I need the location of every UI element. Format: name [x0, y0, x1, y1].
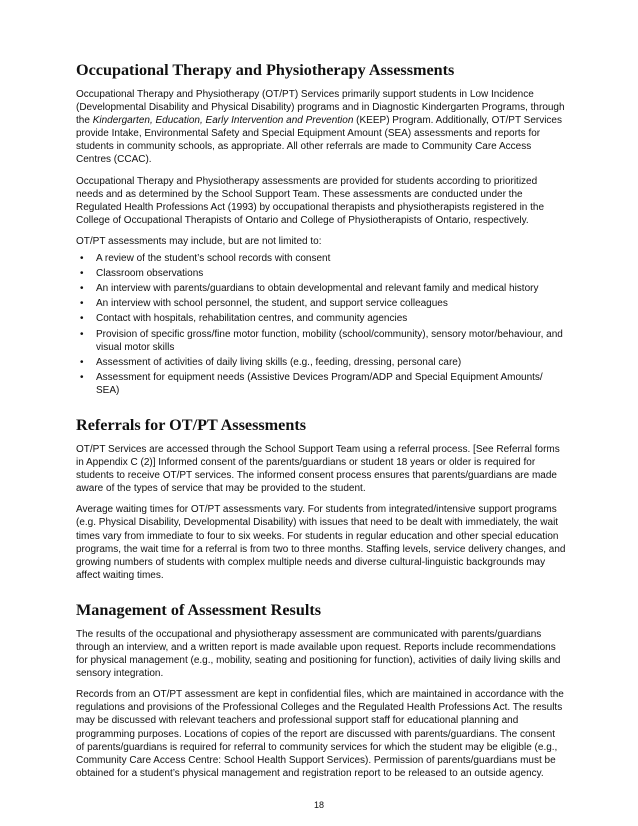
list-intro: OT/PT assessments may include, but are not limited to:	[76, 235, 322, 247]
list-item: • Assessment of activities of daily living skills (e.g., feeding, dressing, personal care)	[76, 356, 566, 369]
list-item: • An interview with parents/guardians to obtain developmental and relevant family and medical history	[76, 282, 566, 295]
list-item: • Classroom observations	[76, 267, 566, 280]
referral-process-paragraph: OT/PT Services are accessed through the School Support Team using a referral process. [See Referral forms in Appendix C (2)] Informed consent of the parents/guardians or student 18 years or older is required for students to receive OT/PT services. The informed consent process ensures that parents/guardians are made aware of the types of service that may be provided to the student.	[76, 443, 560, 495]
section-heading-referrals: Referrals for OT/PT Assessments	[76, 415, 307, 434]
records-paragraph: Records from an OT/PT assessment are kept in confidential files, which are maintained in accordance with the regulations and provisions of the Professional Colleges and the Regulated Health Professions Act. The results may be discussed with relevant teachers and professional support staff for educational planning and programming purposes. Locations of copies of the report are discussed with parents/guardians. The consent of parents/guardians is required for referral to community services for which the student may be eligible (e.g., Community Care Access Centre: School Health Support Services). Permission of parents/guardians must be obtained for a student’s physical management and registration report to be released to an outside agency.	[76, 689, 564, 779]
assessment-components-list	[76, 252, 566, 397]
list-item: • A review of the student’s school records with consent	[76, 252, 566, 265]
assessment-provision-paragraph: Occupational Therapy and Physiotherapy assessments are provided for students according to prioritized needs and as determined by the School Support Team. These assessments are conducted under the Regulated Health Professions Act (1993) by occupational therapists and physiotherapists registered in the College of Occupational Therapists of Ontario and College of Physiotherapists of Ontario, respectively.	[76, 175, 545, 226]
intro-text-part-2: (KEEP) Program. Additionally, OT/PT Services provide Intake, Environmental Safety and Special Equipment Amount (SEA) assessments and reports for students in community schools, as appropriate. All other referrals are made to Community Care Access Centres (CCAC).	[76, 115, 562, 166]
intro-text-part-1: Occupational Therapy and Physiotherapy (OT/PT) Services primarily support students in Low Incidence (Developmental Disability and Physical Disability) programs and in Diagnostic Kindergarten Programs, through the	[76, 89, 565, 127]
list-item: • Provision of specific gross/fine motor function, mobility (school/community), sensory motor/behaviour, and visual motor skills	[76, 328, 566, 354]
list-item: • Assessment for equipment needs (Assistive Devices Program/ADP and Special Equipment Amounts/ SEA)	[76, 371, 566, 397]
section-heading-ot-pt-assessments: Occupational Therapy and Physiotherapy Assessments	[76, 61, 455, 79]
waiting-times-paragraph: Average waiting times for OT/PT assessments vary. For students from integrated/intensive support programs (e.g. Physical Disability, Developmental Disability) with issues that need to be dealt with immediately, the wait times vary from immediate to four to six weeks. For students in regular education and other special education programs, the wait time for a referral is from two to three months. Staffing levels, service delivery changes, and growing numbers of students with complex multiple needs and diverse cultural-linguistic backgrounds may affect waiting times.	[76, 504, 566, 581]
list-item: • Contact with hospitals, rehabilitation centres, and community agencies	[76, 312, 566, 325]
section-heading-management: Management of Assessment Results	[76, 600, 322, 619]
list-item: • An interview with school personnel, the student, and support service colleagues	[76, 297, 566, 310]
results-communication-paragraph: The results of the occupational and physiotherapy assessment are communicated with parents/guardians through an interview, and a written report is made available upon request. Reports include recommendations for physical management (e.g., mobility, seating and positioning for function), activities of daily living skills and sensory integration.	[76, 628, 561, 680]
intro-paragraph	[76, 88, 566, 167]
keep-program-name: Kindergarten, Education, Early Intervention and Prevention	[92, 115, 354, 127]
document-page	[76, 60, 566, 788]
page-number: 18	[313, 800, 324, 810]
